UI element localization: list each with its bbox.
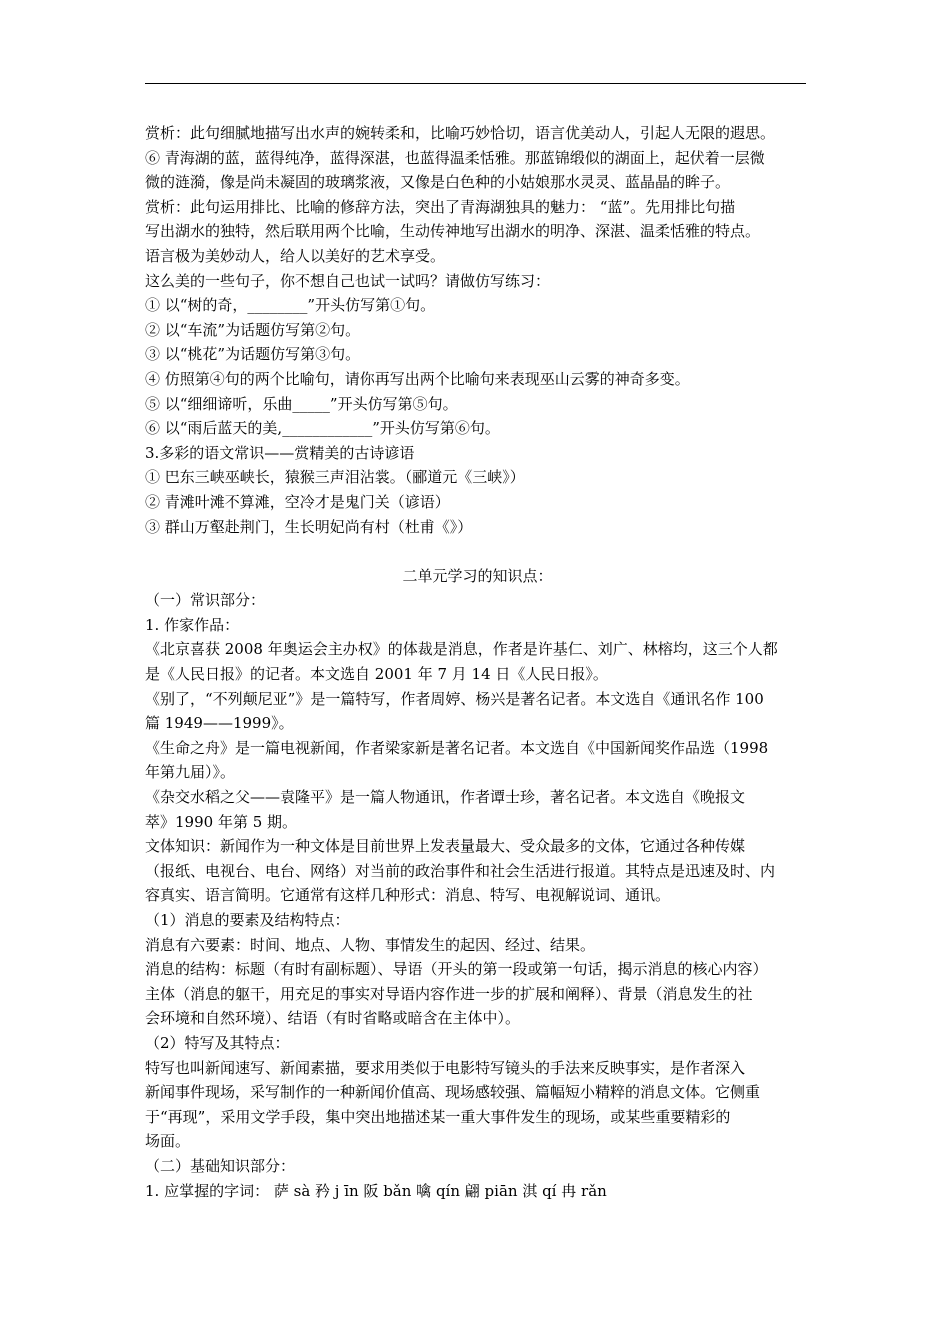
text-line: 主体（消息的躯干，用充足的事实对导语内容作进一步的扩展和阐释）、背景（消息发生的社 xyxy=(145,984,753,1003)
section-title: 二单元学习的知识点： xyxy=(402,566,553,585)
text-line: ② 青滩叶滩不算滩，空冷才是鬼门关（谚语） xyxy=(145,492,450,511)
text-line: 篇 1949——1999》。 xyxy=(145,714,294,733)
text-line: 场面。 xyxy=(145,1132,191,1151)
text-line: 萃》1990 年第 5 期。 xyxy=(145,812,298,831)
text-line: ① 巴东三峡巫峡长，猿猴三声泪沾裳。（郦道元《三峡》） xyxy=(145,468,525,487)
document-body xyxy=(145,121,810,1203)
text-line: 赏析：此句运用排比、比喻的修辞方法，突出了青海湖独具的魅力： “蓝”。先用排比句描 xyxy=(145,197,736,216)
text-line: ② 以“车流”为话题仿写第②句。 xyxy=(145,320,361,339)
text-line: ① 以“树的奇，________”开头仿写第①句。 xyxy=(145,296,436,315)
text-line: 年第九届）》。 xyxy=(145,763,236,782)
text-line: 消息的结构：标题（有时有副标题）、导语（开头的第一段或第一句话，揭示消息的核心内容） xyxy=(145,960,768,979)
text-line: 会环境和自然环境）、结语（有时省略或暗含在主体中）。 xyxy=(145,1009,521,1028)
text-line: ③ 群山万壑赴荆门，生长明妃尚有村（杜甫《》） xyxy=(145,517,473,536)
text-line: ④ 仿照第④句的两个比喻句，请你再写出两个比喻句来表现巫山云雾的神奇多变。 xyxy=(145,369,690,388)
text-line: 这么美的一些句子，你不想自己也试一试吗？请做仿写练习： xyxy=(145,271,551,290)
text-line: 《杂交水稻之父——袁隆平》是一篇人物通讯，作者谭士珍，著名记者。本文选自《晚报文 xyxy=(145,788,746,807)
text-line: 消息有六要素：时间、地点、人物、事情发生的起因、经过、结果。 xyxy=(145,935,596,954)
text-line: 《北京喜获 2008 年奥运会主办权》的体裁是消息，作者是许基仁、刘广、林榕均，这三个人都 xyxy=(145,640,778,659)
text-line: （报纸、电视台、电台、网络）对当前的政治事件和社会生活进行报道。其特点是迅速及时、内 xyxy=(145,861,776,880)
text-line: 赏析：此句细腻地描写出水声的婉转柔和，比喻巧妙恰切，语言优美动人，引起人无限的遐思。 xyxy=(145,124,776,142)
text-line: 于“再现”，采用文学手段，集中突出地描述某一重大事件发生的现场，或某些重要精彩的 xyxy=(145,1107,731,1126)
header-rule xyxy=(145,83,806,84)
text-line: 3.多彩的语文常识——赏精美的古诗谚语 xyxy=(145,443,415,462)
text-line: 是《人民日报》的记者。本文选自 2001 年 7 月 14 日《人民日报》。 xyxy=(145,665,608,684)
text-line: （2）特写及其特点： xyxy=(145,1033,290,1052)
text-line: ⑥ 青海湖的蓝，蓝得纯净，蓝得深湛，也蓝得温柔恬雅。那蓝锦缎似的湖面上，起伏着一层微 xyxy=(145,148,765,167)
text-line: 文体知识：新闻作为一种文体是目前世界上发表量最大、受众最多的文体，它通过各种传媒 xyxy=(145,837,746,856)
text-line: 微的涟漪，像是尚未凝固的玻璃浆液，又像是白色种的小姑娘那水灵灵、蓝晶晶的眸子。 xyxy=(145,173,731,192)
text-line: 《生命之舟》是一篇电视新闻，作者梁家新是著名记者。本文选自《中国新闻奖作品选（1998 xyxy=(145,738,769,757)
text-line: 容真实、语言简明。它通常有这样几种形式：消息、特写、电视解说词、通讯。 xyxy=(145,886,671,905)
blank-line xyxy=(145,539,810,564)
text-line: （一）常识部分： xyxy=(145,591,266,610)
text-line: （1）消息的要素及结构特点： xyxy=(145,911,350,929)
text-line: ⑤ 以“细细谛听，乐曲_____”开头仿写第⑤句。 xyxy=(145,394,458,413)
text-line: ③ 以“桃花”为话题仿写第③句。 xyxy=(145,345,361,364)
text-line: 语言极为美妙动人，给人以美好的艺术享受。 xyxy=(145,246,446,265)
text-line: 1. 应掌握的字词： 萨 sà 矜 j īn 阪 bǎn 噙 qín 翩 piān 淇 qí 冉 rǎn xyxy=(145,1181,607,1200)
text-line: 特写也叫新闻速写、新闻素描，要求用类似于电影特写镜头的手法来反映事实，是作者深入 xyxy=(145,1058,746,1077)
text-line: 新闻事件现场，采写制作的一种新闻价值高、现场感较强、篇幅短小精粹的消息文体。它侧重 xyxy=(145,1083,761,1102)
text-line: 《别了，“不列颠尼亚”》是一篇特写，作者周婷、杨兴是著名记者。本文选自《通讯名作 100 xyxy=(145,689,764,708)
text-line: 1. 作家作品： xyxy=(145,615,240,634)
text-line: ⑥ 以“雨后蓝天的美,____________”开头仿写第⑥句。 xyxy=(145,419,500,438)
text-line: （二）基础知识部分： xyxy=(145,1156,296,1175)
text-line: 写出湖水的独特，然后联用两个比喻，生动传神地写出湖水的明净、深湛、温柔恬雅的特点。 xyxy=(145,222,761,241)
